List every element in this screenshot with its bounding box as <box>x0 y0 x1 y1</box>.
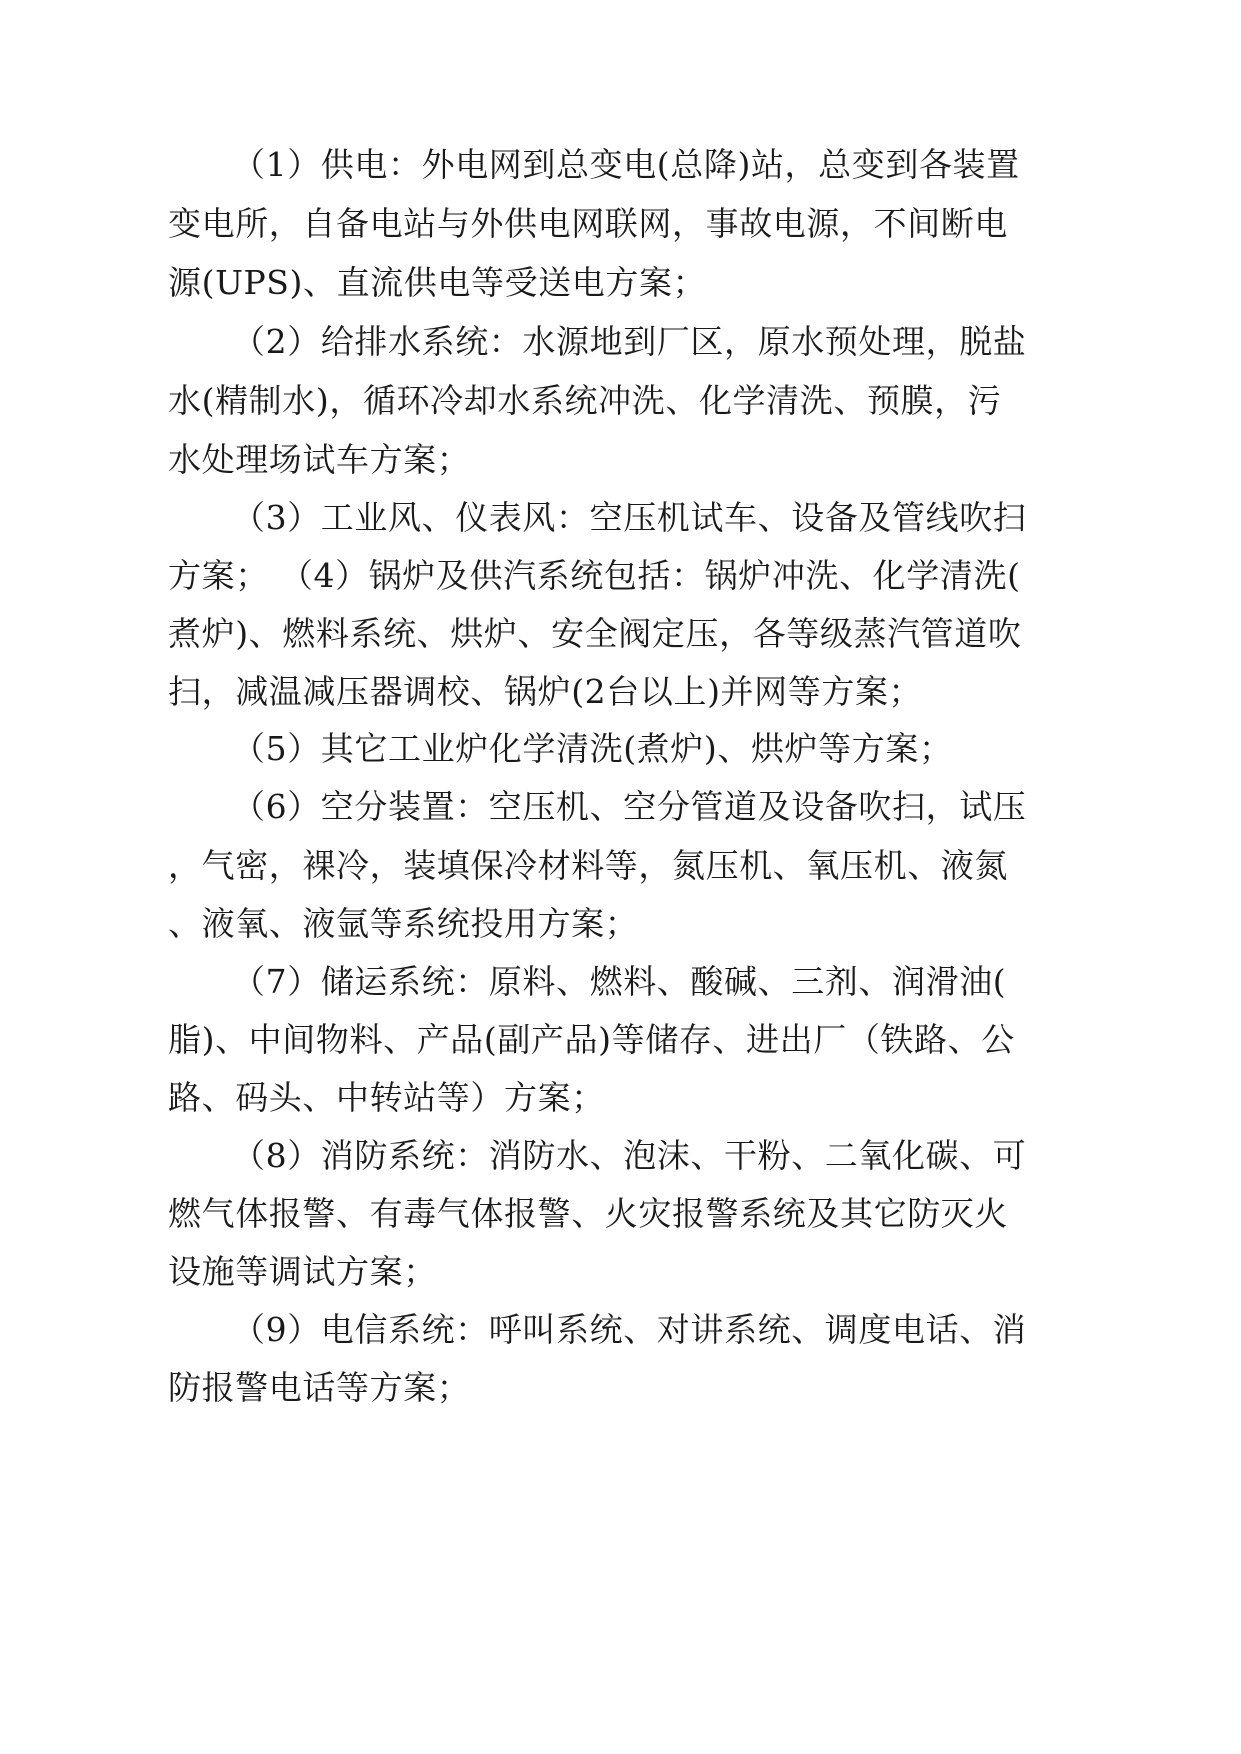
text-line: （7）储运系统：原料、燃料、酸碱、三剂、润滑油( <box>232 962 1007 1001</box>
text-line: （6）空分装置：空压机、空分管道及设备吹扫，试压 <box>232 787 1027 826</box>
text-line: 变电所，自备电站与外供电网联网，事故电源，不间断电 <box>168 204 1008 243</box>
text-line: （1）供电：外电网到总变电(总降)站，总变到各装置 <box>232 145 1020 184</box>
text-line: 路、码头、中转站等）方案； <box>168 1078 605 1117</box>
text-line: ，气密，裸冷，装填保冷材料等，氮压机、氧压机、液氮 <box>168 846 1008 885</box>
text-line: （9）电信系统：呼叫系统、对讲系统、调度电话、消 <box>232 1310 1027 1349</box>
text-line: 源(UPS)、直流供电等受送电方案； <box>168 263 707 302</box>
text-line: （2）给排水系统：水源地到厂区，原水预处理，脱盐 <box>232 322 1027 361</box>
text-line: 设施等调试方案； <box>168 1252 437 1291</box>
text-line: （5）其它工业炉化学清洗(煮炉)、烘炉等方案； <box>232 729 953 768</box>
text-line: （3）工业风、仪表风：空压机试车、设备及管线吹扫 <box>232 498 1027 537</box>
text-line: 防报警电话等方案； <box>168 1368 471 1407</box>
text-line: （8）消防系统：消防水、泡沫、干粉、二氧化碳、可 <box>232 1136 1027 1175</box>
text-line: 煮炉)、燃料系统、烘炉、安全阀定压，各等级蒸汽管道吹 <box>168 614 1022 653</box>
text-line: 脂)、中间物料、产品(副产品)等储存、进出厂（铁路、公 <box>168 1020 1015 1059</box>
text-line: 水处理场试车方案； <box>168 440 471 479</box>
text-line: 燃气体报警、有毒气体报警、火灾报警系统及其它防灭火 <box>168 1194 1008 1233</box>
text-line: 、液氧、液氩等系统投用方案； <box>168 904 639 943</box>
text-line: 水(精制水)，循环冷却水系统冲洗、化学清洗、预膜，污 <box>168 381 1002 420</box>
text-line: 扫，减温减压器调校、锅炉(2台以上)并网等方案； <box>168 672 923 711</box>
text-line: 方案； （4）锅炉及供汽系统包括：锅炉冲洗、化学清洗( <box>168 556 1021 595</box>
